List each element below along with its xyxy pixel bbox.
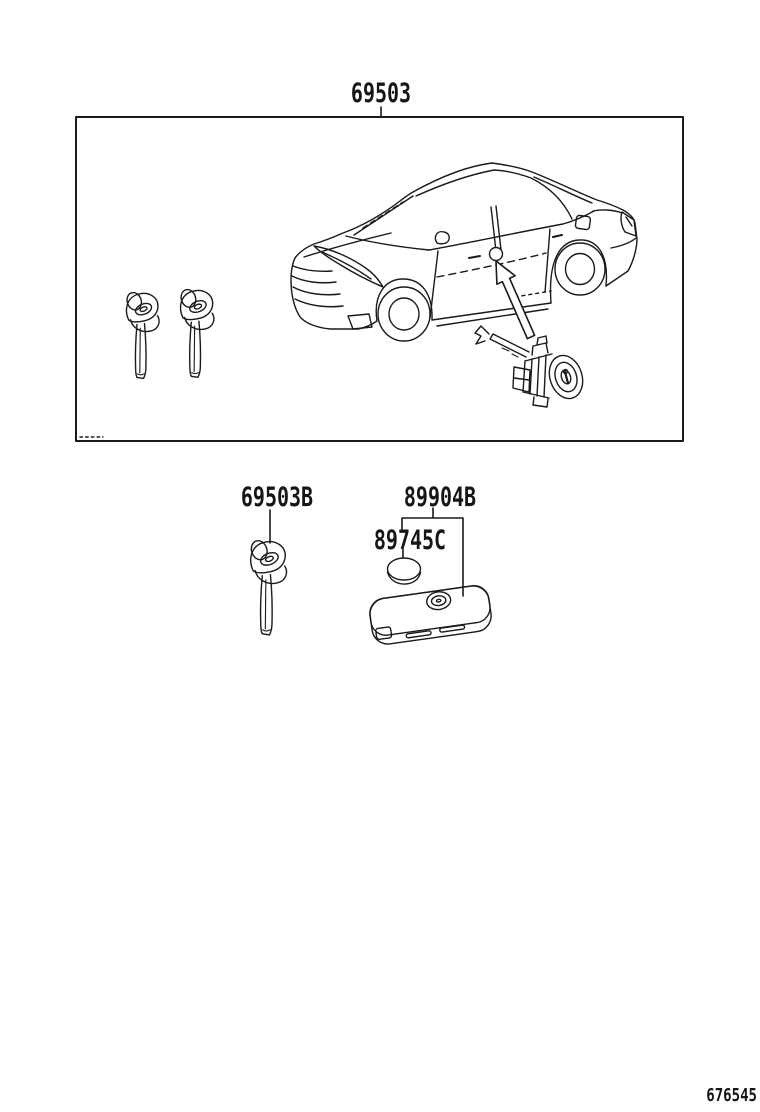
front-wheel bbox=[378, 287, 430, 341]
part-number-label-lock-cylinder-set: 69503 bbox=[350, 78, 412, 109]
part-number-label-cut-key: 69503B bbox=[240, 482, 314, 513]
brand-emblem-icon bbox=[426, 590, 452, 611]
side-mirror bbox=[435, 232, 449, 244]
part-number-label-transmitter: 89904B bbox=[403, 482, 477, 513]
headlamp bbox=[314, 246, 383, 287]
car-illustration bbox=[291, 163, 637, 341]
door-lock-cylinder-illustration bbox=[475, 326, 588, 407]
door-lock-hole bbox=[490, 248, 503, 261]
cut-key-illustration-1 bbox=[125, 291, 159, 379]
pointer-arrow bbox=[496, 261, 535, 339]
taillamp bbox=[621, 212, 636, 236]
smart-key-illustration bbox=[368, 584, 493, 646]
part-number-label-transmitter-battery: 89745C bbox=[373, 525, 447, 556]
cut-key-illustration-2 bbox=[179, 288, 214, 378]
figure-number: 676545 bbox=[706, 1085, 757, 1106]
battery-illustration bbox=[388, 558, 421, 584]
rear-wheel bbox=[555, 243, 605, 295]
grille-lines bbox=[292, 266, 343, 307]
leader-lines bbox=[270, 107, 463, 596]
fog-lamp bbox=[348, 314, 372, 329]
master-key-illustration bbox=[249, 539, 287, 635]
